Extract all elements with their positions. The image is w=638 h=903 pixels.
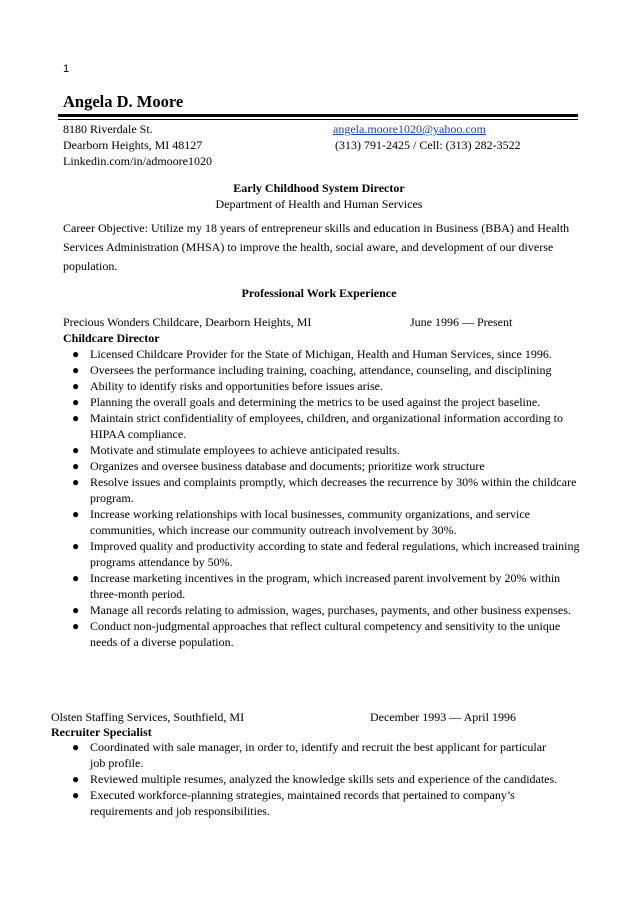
bullet-text: Conduct non-judgmental approaches that reflect cultural competency and sensitivity to the unique needs of a diverse population. xyxy=(90,619,561,649)
job-dates: December 1993 ― April 1996 xyxy=(370,710,516,724)
phone-numbers: (313) 791-2425 / Cell: (313) 282-3522 xyxy=(335,138,521,152)
list-item xyxy=(63,506,583,538)
list-item xyxy=(63,378,583,394)
list-item xyxy=(63,787,563,819)
bullet-text: Reviewed multiple resumes, analyzed the knowledge skills sets and experience of the candidates. xyxy=(90,772,558,786)
target-position-title: Early Childhood System Director xyxy=(233,181,405,195)
bullet-icon: ● xyxy=(72,411,80,425)
section-title-experience: Professional Work Experience xyxy=(241,286,397,300)
bullet-icon: ● xyxy=(72,395,80,409)
header-rule-thick xyxy=(58,114,578,117)
list-item xyxy=(63,346,583,362)
job-employer: Precious Wonders Childcare, Dearborn Heights, MI xyxy=(63,315,312,329)
bullet-text: Organizes and oversee business database and documents; prioritize work structure xyxy=(90,459,485,473)
bullet-text: Increase marketing incentives in the program, which increased parent involvement by 20% within three-month period. xyxy=(90,571,561,601)
bullet-text: Executed workforce-planning strategies, maintained records that pertained to company’s requirements and job responsibilities. xyxy=(90,788,515,818)
address-line-1: 8180 Riverdale St. xyxy=(63,122,153,136)
bullet-icon: ● xyxy=(72,507,80,521)
list-item xyxy=(63,474,583,506)
bullet-text: Ability to identify risks and opportunities before issues arise. xyxy=(90,379,383,393)
bullet-icon: ● xyxy=(72,475,80,489)
job-dates: June 1996 ― Present xyxy=(410,315,513,329)
bullet-icon: ● xyxy=(72,571,80,585)
list-item xyxy=(63,538,583,570)
list-item xyxy=(63,570,583,602)
list-item xyxy=(63,442,583,458)
linkedin-url[interactable]: Linkedin.com/in/admoore1020 xyxy=(63,154,212,168)
bullet-icon: ● xyxy=(72,740,80,754)
bullet-text: Resolve issues and complaints promptly, which decreases the recurrence by 30% within the childcare program. xyxy=(90,475,577,505)
bullet-text: Maintain strict confidentiality of employees, children, and organizational information according to HIPAA compliance. xyxy=(90,411,563,441)
bullet-icon: ● xyxy=(72,603,80,617)
bullet-icon: ● xyxy=(72,772,80,786)
target-department: Department of Health and Human Services xyxy=(215,197,423,211)
bullet-text: Increase working relationships with local businesses, community organizations, and service communities, which increase our community outreach involvement by 30%. xyxy=(90,507,531,537)
list-item xyxy=(63,458,583,474)
header-rule-thin xyxy=(58,119,578,120)
bullet-icon: ● xyxy=(72,619,80,633)
bullet-icon: ● xyxy=(72,459,80,473)
list-item xyxy=(63,362,583,378)
applicant-name: Angela D. Moore xyxy=(63,92,184,111)
bullet-icon: ● xyxy=(72,788,80,802)
bullet-text: Licensed Childcare Provider for the State of Michigan, Health and Human Services, since 1996. xyxy=(90,347,552,361)
job-role: Childcare Director xyxy=(63,331,160,345)
list-item xyxy=(63,394,583,410)
job-role: Recruiter Specialist xyxy=(51,725,152,739)
list-item xyxy=(63,739,563,771)
career-objective: Career Objective: Utilize my 18 years of entrepreneur skills and education in Business (BBA) and Health Services Administration (MHSA) to improve the health, social aware, and development of our diverse population. xyxy=(63,221,570,273)
bullet-text: Motivate and stimulate employees to achieve anticipated results. xyxy=(90,443,400,457)
bullet-text: Improved quality and productivity according to state and federal regulations, which increased training programs attendance by 50%. xyxy=(90,539,580,569)
bullet-text: Planning the overall goals and determining the metrics to be used against the project baseline. xyxy=(90,395,541,409)
address-line-2: Dearborn Heights, MI 48127 xyxy=(63,138,203,152)
job-employer: Olsten Staffing Services, Southfield, MI xyxy=(51,710,245,724)
page-number: 1 xyxy=(63,63,70,75)
bullet-icon: ● xyxy=(72,347,80,361)
bullet-text: Manage all records relating to admission, wages, purchases, payments, and other business expenses. xyxy=(90,603,571,617)
bullet-icon: ● xyxy=(72,363,80,377)
bullet-icon: ● xyxy=(72,443,80,457)
email-link[interactable]: angela.moore1020@yahoo.com xyxy=(333,122,487,136)
list-item xyxy=(63,771,563,787)
list-item xyxy=(63,410,583,442)
bullet-icon: ● xyxy=(72,539,80,553)
bullet-text: Coordinated with sale manager, in order to, identify and recruit the best applicant for particular job profile. xyxy=(90,740,547,770)
job-bullet-list xyxy=(63,739,563,819)
bullet-text: Oversees the performance including training, coaching, attendance, counseling, and disciplining xyxy=(90,363,552,377)
list-item xyxy=(63,618,583,650)
list-item xyxy=(63,602,583,618)
bullet-icon: ● xyxy=(72,379,80,393)
job-bullet-list xyxy=(63,346,583,650)
